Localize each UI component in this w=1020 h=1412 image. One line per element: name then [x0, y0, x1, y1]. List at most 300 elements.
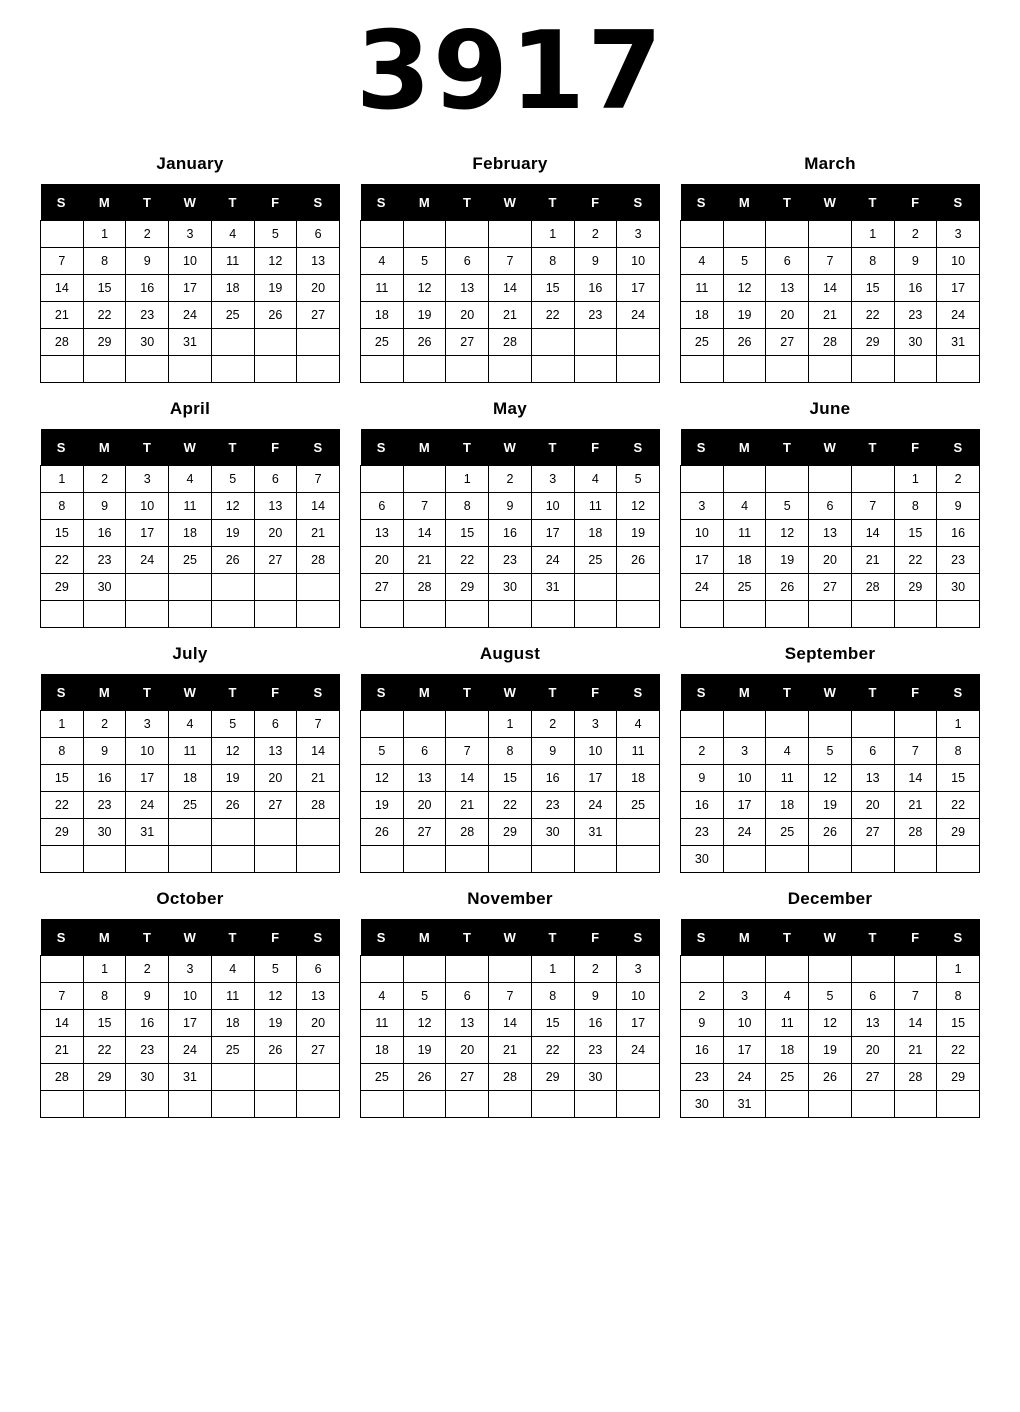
- day-cell[interactable]: 6: [446, 983, 489, 1010]
- day-cell[interactable]: 15: [937, 765, 980, 792]
- day-cell[interactable]: 25: [169, 792, 212, 819]
- day-cell[interactable]: [574, 329, 617, 356]
- day-cell[interactable]: [766, 221, 809, 248]
- day-cell[interactable]: [489, 1091, 532, 1118]
- day-cell[interactable]: [574, 1091, 617, 1118]
- day-cell[interactable]: 2: [681, 983, 724, 1010]
- day-cell[interactable]: 28: [403, 574, 446, 601]
- day-cell[interactable]: 16: [574, 1010, 617, 1037]
- day-cell[interactable]: [766, 846, 809, 873]
- day-cell[interactable]: 27: [361, 574, 404, 601]
- day-cell[interactable]: [851, 601, 894, 628]
- day-cell[interactable]: 27: [851, 819, 894, 846]
- day-cell[interactable]: 11: [169, 493, 212, 520]
- day-cell[interactable]: 22: [531, 1037, 574, 1064]
- day-cell[interactable]: 7: [489, 983, 532, 1010]
- day-cell[interactable]: 2: [126, 221, 169, 248]
- day-cell[interactable]: 28: [489, 1064, 532, 1091]
- day-cell[interactable]: 19: [617, 520, 660, 547]
- day-cell[interactable]: 17: [126, 765, 169, 792]
- day-cell[interactable]: 9: [681, 1010, 724, 1037]
- day-cell[interactable]: 3: [169, 221, 212, 248]
- day-cell[interactable]: 9: [126, 248, 169, 275]
- day-cell[interactable]: 22: [446, 547, 489, 574]
- day-cell[interactable]: 17: [617, 275, 660, 302]
- day-cell[interactable]: 19: [254, 1010, 297, 1037]
- day-cell[interactable]: 1: [531, 221, 574, 248]
- day-cell[interactable]: 19: [723, 302, 766, 329]
- day-cell[interactable]: 27: [403, 819, 446, 846]
- day-cell[interactable]: 1: [851, 221, 894, 248]
- day-cell[interactable]: [617, 329, 660, 356]
- day-cell[interactable]: 2: [83, 466, 126, 493]
- day-cell[interactable]: 6: [446, 248, 489, 275]
- day-cell[interactable]: 11: [211, 983, 254, 1010]
- day-cell[interactable]: 8: [894, 493, 937, 520]
- day-cell[interactable]: 3: [574, 711, 617, 738]
- day-cell[interactable]: 9: [894, 248, 937, 275]
- day-cell[interactable]: [169, 819, 212, 846]
- day-cell[interactable]: 6: [851, 983, 894, 1010]
- day-cell[interactable]: 2: [489, 466, 532, 493]
- day-cell[interactable]: [809, 221, 852, 248]
- day-cell[interactable]: 26: [254, 302, 297, 329]
- day-cell[interactable]: 13: [766, 275, 809, 302]
- day-cell[interactable]: 4: [361, 248, 404, 275]
- day-cell[interactable]: 8: [937, 738, 980, 765]
- day-cell[interactable]: 20: [809, 547, 852, 574]
- day-cell[interactable]: [617, 819, 660, 846]
- day-cell[interactable]: 7: [403, 493, 446, 520]
- day-cell[interactable]: 20: [297, 1010, 340, 1037]
- day-cell[interactable]: 7: [809, 248, 852, 275]
- day-cell[interactable]: 20: [446, 1037, 489, 1064]
- day-cell[interactable]: 12: [211, 493, 254, 520]
- day-cell[interactable]: 7: [297, 711, 340, 738]
- day-cell[interactable]: [403, 1091, 446, 1118]
- day-cell[interactable]: 24: [574, 792, 617, 819]
- day-cell[interactable]: 27: [254, 792, 297, 819]
- day-cell[interactable]: [126, 356, 169, 383]
- day-cell[interactable]: [211, 846, 254, 873]
- day-cell[interactable]: 15: [41, 765, 84, 792]
- day-cell[interactable]: 18: [723, 547, 766, 574]
- day-cell[interactable]: [766, 956, 809, 983]
- day-cell[interactable]: 14: [894, 1010, 937, 1037]
- day-cell[interactable]: [574, 356, 617, 383]
- day-cell[interactable]: 19: [809, 1037, 852, 1064]
- day-cell[interactable]: 24: [617, 1037, 660, 1064]
- day-cell[interactable]: 24: [169, 302, 212, 329]
- day-cell[interactable]: 24: [169, 1037, 212, 1064]
- day-cell[interactable]: 5: [617, 466, 660, 493]
- day-cell[interactable]: [489, 221, 532, 248]
- day-cell[interactable]: 8: [531, 248, 574, 275]
- day-cell[interactable]: 14: [446, 765, 489, 792]
- day-cell[interactable]: 5: [254, 221, 297, 248]
- day-cell[interactable]: [894, 356, 937, 383]
- day-cell[interactable]: 21: [297, 520, 340, 547]
- day-cell[interactable]: 21: [851, 547, 894, 574]
- day-cell[interactable]: 8: [851, 248, 894, 275]
- day-cell[interactable]: [297, 846, 340, 873]
- day-cell[interactable]: 6: [254, 711, 297, 738]
- day-cell[interactable]: 20: [766, 302, 809, 329]
- day-cell[interactable]: 30: [681, 1091, 724, 1118]
- day-cell[interactable]: 7: [894, 983, 937, 1010]
- day-cell[interactable]: 12: [809, 765, 852, 792]
- day-cell[interactable]: 19: [766, 547, 809, 574]
- day-cell[interactable]: 27: [766, 329, 809, 356]
- day-cell[interactable]: 10: [681, 520, 724, 547]
- day-cell[interactable]: 11: [211, 248, 254, 275]
- day-cell[interactable]: 6: [809, 493, 852, 520]
- day-cell[interactable]: 20: [361, 547, 404, 574]
- day-cell[interactable]: [169, 601, 212, 628]
- day-cell[interactable]: [83, 846, 126, 873]
- day-cell[interactable]: [446, 711, 489, 738]
- day-cell[interactable]: [851, 846, 894, 873]
- day-cell[interactable]: [211, 574, 254, 601]
- day-cell[interactable]: 21: [297, 765, 340, 792]
- day-cell[interactable]: 27: [851, 1064, 894, 1091]
- day-cell[interactable]: 30: [83, 819, 126, 846]
- day-cell[interactable]: 20: [297, 275, 340, 302]
- day-cell[interactable]: 2: [574, 956, 617, 983]
- day-cell[interactable]: 5: [403, 983, 446, 1010]
- day-cell[interactable]: [403, 956, 446, 983]
- day-cell[interactable]: [489, 356, 532, 383]
- day-cell[interactable]: [211, 1091, 254, 1118]
- day-cell[interactable]: 12: [254, 248, 297, 275]
- day-cell[interactable]: 30: [894, 329, 937, 356]
- day-cell[interactable]: [937, 601, 980, 628]
- day-cell[interactable]: [617, 356, 660, 383]
- day-cell[interactable]: 5: [254, 956, 297, 983]
- day-cell[interactable]: 25: [766, 819, 809, 846]
- day-cell[interactable]: [894, 1091, 937, 1118]
- day-cell[interactable]: [297, 1091, 340, 1118]
- day-cell[interactable]: [254, 601, 297, 628]
- day-cell[interactable]: 30: [126, 329, 169, 356]
- day-cell[interactable]: 18: [361, 1037, 404, 1064]
- day-cell[interactable]: 17: [574, 765, 617, 792]
- day-cell[interactable]: 30: [489, 574, 532, 601]
- day-cell[interactable]: 23: [126, 302, 169, 329]
- day-cell[interactable]: [254, 819, 297, 846]
- day-cell[interactable]: 2: [531, 711, 574, 738]
- day-cell[interactable]: 28: [894, 1064, 937, 1091]
- day-cell[interactable]: [297, 601, 340, 628]
- day-cell[interactable]: 24: [723, 1064, 766, 1091]
- day-cell[interactable]: 21: [894, 1037, 937, 1064]
- day-cell[interactable]: 10: [723, 765, 766, 792]
- day-cell[interactable]: 17: [723, 792, 766, 819]
- day-cell[interactable]: 21: [489, 1037, 532, 1064]
- day-cell[interactable]: [723, 846, 766, 873]
- day-cell[interactable]: [937, 1091, 980, 1118]
- day-cell[interactable]: 27: [297, 1037, 340, 1064]
- day-cell[interactable]: [446, 221, 489, 248]
- day-cell[interactable]: 16: [681, 792, 724, 819]
- day-cell[interactable]: 14: [41, 1010, 84, 1037]
- day-cell[interactable]: 1: [446, 466, 489, 493]
- day-cell[interactable]: 3: [531, 466, 574, 493]
- day-cell[interactable]: [851, 466, 894, 493]
- day-cell[interactable]: 13: [809, 520, 852, 547]
- day-cell[interactable]: 27: [297, 302, 340, 329]
- day-cell[interactable]: 25: [766, 1064, 809, 1091]
- day-cell[interactable]: [809, 356, 852, 383]
- day-cell[interactable]: 12: [617, 493, 660, 520]
- day-cell[interactable]: 1: [531, 956, 574, 983]
- day-cell[interactable]: 15: [41, 520, 84, 547]
- day-cell[interactable]: [531, 601, 574, 628]
- day-cell[interactable]: 6: [851, 738, 894, 765]
- day-cell[interactable]: 10: [126, 738, 169, 765]
- day-cell[interactable]: [574, 574, 617, 601]
- day-cell[interactable]: 16: [489, 520, 532, 547]
- day-cell[interactable]: 11: [617, 738, 660, 765]
- day-cell[interactable]: 18: [361, 302, 404, 329]
- day-cell[interactable]: 21: [41, 1037, 84, 1064]
- day-cell[interactable]: [681, 466, 724, 493]
- day-cell[interactable]: 20: [403, 792, 446, 819]
- day-cell[interactable]: 22: [489, 792, 532, 819]
- day-cell[interactable]: [254, 1064, 297, 1091]
- day-cell[interactable]: 19: [211, 765, 254, 792]
- day-cell[interactable]: [41, 221, 84, 248]
- day-cell[interactable]: 18: [681, 302, 724, 329]
- day-cell[interactable]: 4: [211, 221, 254, 248]
- day-cell[interactable]: 19: [809, 792, 852, 819]
- day-cell[interactable]: 26: [766, 574, 809, 601]
- day-cell[interactable]: 6: [403, 738, 446, 765]
- day-cell[interactable]: [211, 1064, 254, 1091]
- day-cell[interactable]: [809, 956, 852, 983]
- day-cell[interactable]: 22: [851, 302, 894, 329]
- day-cell[interactable]: 21: [41, 302, 84, 329]
- day-cell[interactable]: 26: [809, 819, 852, 846]
- day-cell[interactable]: 3: [681, 493, 724, 520]
- day-cell[interactable]: [254, 574, 297, 601]
- day-cell[interactable]: 16: [531, 765, 574, 792]
- day-cell[interactable]: 29: [489, 819, 532, 846]
- day-cell[interactable]: 23: [574, 1037, 617, 1064]
- day-cell[interactable]: 31: [531, 574, 574, 601]
- day-cell[interactable]: 28: [851, 574, 894, 601]
- day-cell[interactable]: [446, 356, 489, 383]
- day-cell[interactable]: [617, 846, 660, 873]
- day-cell[interactable]: 12: [403, 275, 446, 302]
- day-cell[interactable]: 21: [894, 792, 937, 819]
- day-cell[interactable]: [211, 329, 254, 356]
- day-cell[interactable]: 17: [723, 1037, 766, 1064]
- day-cell[interactable]: 28: [297, 792, 340, 819]
- day-cell[interactable]: 3: [617, 956, 660, 983]
- day-cell[interactable]: [489, 601, 532, 628]
- day-cell[interactable]: [169, 574, 212, 601]
- day-cell[interactable]: 30: [83, 574, 126, 601]
- day-cell[interactable]: 22: [83, 302, 126, 329]
- day-cell[interactable]: 5: [361, 738, 404, 765]
- day-cell[interactable]: [894, 956, 937, 983]
- day-cell[interactable]: [169, 1091, 212, 1118]
- day-cell[interactable]: 23: [894, 302, 937, 329]
- day-cell[interactable]: 28: [489, 329, 532, 356]
- day-cell[interactable]: 23: [489, 547, 532, 574]
- day-cell[interactable]: [617, 574, 660, 601]
- day-cell[interactable]: 25: [574, 547, 617, 574]
- day-cell[interactable]: 28: [894, 819, 937, 846]
- day-cell[interactable]: [809, 601, 852, 628]
- day-cell[interactable]: [254, 1091, 297, 1118]
- day-cell[interactable]: 12: [254, 983, 297, 1010]
- day-cell[interactable]: [937, 846, 980, 873]
- day-cell[interactable]: 23: [83, 792, 126, 819]
- day-cell[interactable]: 31: [937, 329, 980, 356]
- day-cell[interactable]: 4: [617, 711, 660, 738]
- day-cell[interactable]: 1: [41, 711, 84, 738]
- day-cell[interactable]: 28: [446, 819, 489, 846]
- day-cell[interactable]: 30: [574, 1064, 617, 1091]
- day-cell[interactable]: 3: [723, 983, 766, 1010]
- day-cell[interactable]: 19: [211, 520, 254, 547]
- day-cell[interactable]: [297, 356, 340, 383]
- day-cell[interactable]: [809, 1091, 852, 1118]
- day-cell[interactable]: 5: [211, 711, 254, 738]
- day-cell[interactable]: [531, 329, 574, 356]
- day-cell[interactable]: 5: [723, 248, 766, 275]
- day-cell[interactable]: [937, 356, 980, 383]
- day-cell[interactable]: 30: [937, 574, 980, 601]
- day-cell[interactable]: [83, 1091, 126, 1118]
- day-cell[interactable]: 15: [83, 1010, 126, 1037]
- day-cell[interactable]: [211, 601, 254, 628]
- day-cell[interactable]: [723, 956, 766, 983]
- day-cell[interactable]: 2: [574, 221, 617, 248]
- day-cell[interactable]: 1: [83, 221, 126, 248]
- day-cell[interactable]: [403, 601, 446, 628]
- day-cell[interactable]: 31: [169, 1064, 212, 1091]
- day-cell[interactable]: 20: [254, 765, 297, 792]
- day-cell[interactable]: 11: [169, 738, 212, 765]
- day-cell[interactable]: 25: [681, 329, 724, 356]
- day-cell[interactable]: [361, 846, 404, 873]
- day-cell[interactable]: 14: [851, 520, 894, 547]
- day-cell[interactable]: 18: [169, 765, 212, 792]
- day-cell[interactable]: 20: [851, 1037, 894, 1064]
- day-cell[interactable]: 25: [361, 1064, 404, 1091]
- day-cell[interactable]: 26: [403, 1064, 446, 1091]
- day-cell[interactable]: 22: [937, 1037, 980, 1064]
- day-cell[interactable]: [41, 601, 84, 628]
- day-cell[interactable]: 14: [894, 765, 937, 792]
- day-cell[interactable]: [574, 601, 617, 628]
- day-cell[interactable]: 10: [617, 983, 660, 1010]
- day-cell[interactable]: 1: [894, 466, 937, 493]
- day-cell[interactable]: 23: [937, 547, 980, 574]
- day-cell[interactable]: 16: [894, 275, 937, 302]
- day-cell[interactable]: 22: [937, 792, 980, 819]
- day-cell[interactable]: 23: [681, 819, 724, 846]
- day-cell[interactable]: 19: [403, 1037, 446, 1064]
- day-cell[interactable]: [297, 329, 340, 356]
- day-cell[interactable]: [723, 466, 766, 493]
- day-cell[interactable]: 14: [41, 275, 84, 302]
- day-cell[interactable]: 5: [766, 493, 809, 520]
- day-cell[interactable]: [254, 356, 297, 383]
- day-cell[interactable]: [361, 1091, 404, 1118]
- day-cell[interactable]: [617, 1064, 660, 1091]
- day-cell[interactable]: 20: [851, 792, 894, 819]
- day-cell[interactable]: 26: [809, 1064, 852, 1091]
- day-cell[interactable]: 8: [41, 738, 84, 765]
- day-cell[interactable]: [531, 1091, 574, 1118]
- day-cell[interactable]: [83, 601, 126, 628]
- day-cell[interactable]: 13: [446, 1010, 489, 1037]
- day-cell[interactable]: [403, 846, 446, 873]
- day-cell[interactable]: 21: [489, 302, 532, 329]
- day-cell[interactable]: 4: [574, 466, 617, 493]
- day-cell[interactable]: 4: [169, 711, 212, 738]
- day-cell[interactable]: 11: [766, 765, 809, 792]
- day-cell[interactable]: [723, 221, 766, 248]
- day-cell[interactable]: 13: [403, 765, 446, 792]
- day-cell[interactable]: 17: [169, 275, 212, 302]
- day-cell[interactable]: 25: [617, 792, 660, 819]
- day-cell[interactable]: 13: [851, 765, 894, 792]
- day-cell[interactable]: 8: [83, 983, 126, 1010]
- day-cell[interactable]: 12: [361, 765, 404, 792]
- day-cell[interactable]: 7: [446, 738, 489, 765]
- day-cell[interactable]: 8: [531, 983, 574, 1010]
- day-cell[interactable]: 8: [937, 983, 980, 1010]
- day-cell[interactable]: 3: [126, 466, 169, 493]
- day-cell[interactable]: 25: [723, 574, 766, 601]
- day-cell[interactable]: [851, 956, 894, 983]
- day-cell[interactable]: 23: [531, 792, 574, 819]
- day-cell[interactable]: [766, 601, 809, 628]
- day-cell[interactable]: 15: [446, 520, 489, 547]
- day-cell[interactable]: 9: [83, 493, 126, 520]
- day-cell[interactable]: 9: [574, 248, 617, 275]
- day-cell[interactable]: 17: [169, 1010, 212, 1037]
- day-cell[interactable]: 17: [126, 520, 169, 547]
- day-cell[interactable]: 2: [83, 711, 126, 738]
- day-cell[interactable]: 1: [489, 711, 532, 738]
- day-cell[interactable]: 9: [937, 493, 980, 520]
- day-cell[interactable]: [766, 466, 809, 493]
- day-cell[interactable]: 16: [681, 1037, 724, 1064]
- day-cell[interactable]: [851, 356, 894, 383]
- day-cell[interactable]: 24: [126, 547, 169, 574]
- day-cell[interactable]: 12: [766, 520, 809, 547]
- day-cell[interactable]: [254, 846, 297, 873]
- day-cell[interactable]: 8: [83, 248, 126, 275]
- day-cell[interactable]: 4: [681, 248, 724, 275]
- day-cell[interactable]: 27: [446, 1064, 489, 1091]
- day-cell[interactable]: [403, 711, 446, 738]
- day-cell[interactable]: 9: [83, 738, 126, 765]
- day-cell[interactable]: 30: [531, 819, 574, 846]
- day-cell[interactable]: [297, 1064, 340, 1091]
- day-cell[interactable]: 12: [809, 1010, 852, 1037]
- day-cell[interactable]: 25: [211, 302, 254, 329]
- day-cell[interactable]: 17: [531, 520, 574, 547]
- day-cell[interactable]: [809, 846, 852, 873]
- day-cell[interactable]: 24: [126, 792, 169, 819]
